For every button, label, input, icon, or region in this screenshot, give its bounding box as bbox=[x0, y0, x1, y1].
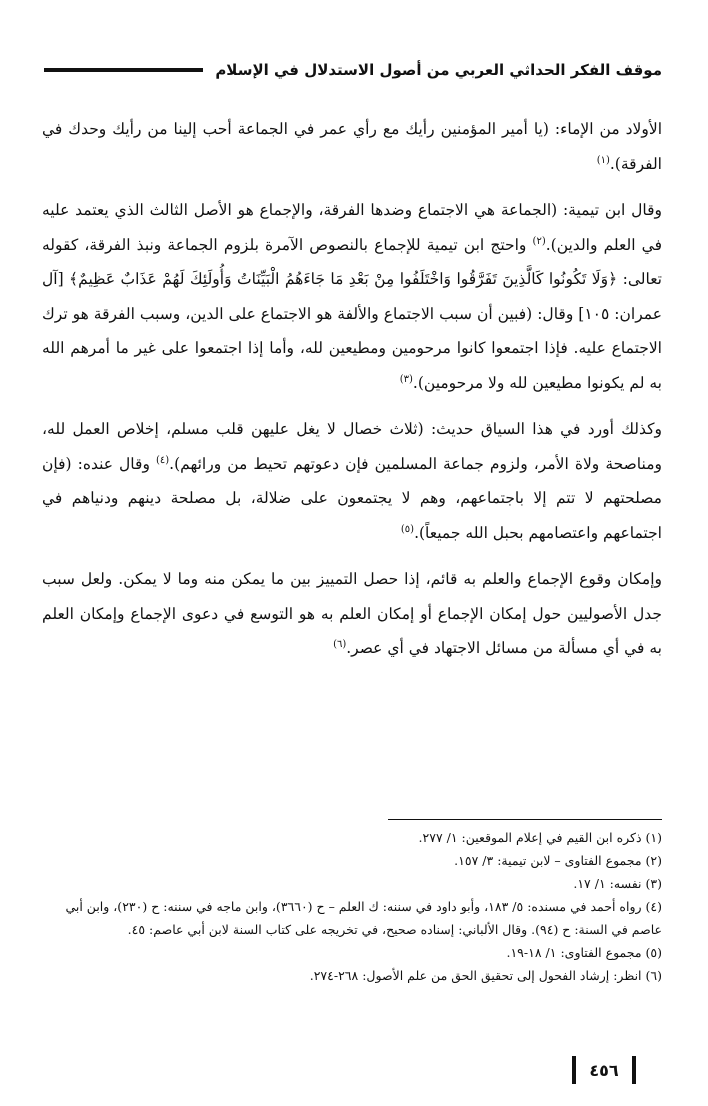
paragraph-text: وقال ابن تيمية: (الجماعة هي الاجتماع وضدها الفرقة، والإجماع هو الأصل الثالث الذي يعتمد عليه في العلم والدين). bbox=[42, 201, 663, 254]
footnote-5: (٥) مجموع الفتاوى: ١/ ١٨-١٩. bbox=[506, 945, 662, 960]
footnote-1: (١) ذكره ابن القيم في إعلام الموقعين: ١/ ٢٧٧. bbox=[418, 830, 662, 845]
header-rule bbox=[44, 68, 203, 72]
footnote-ref: (١) bbox=[596, 154, 610, 166]
footnote-4: (٤) رواه أحمد في مسنده: ٥/ ١٨٣، وأبو داود في سننه: ك العلم – ح (٣٦٦٠)، وابن ماجه في سننه: ح (٢٣٠)، وابن أبي عاصم في السنة: ح (٩٤). وقال الألباني: إسناده صحيح، في تخريجه على كتاب السنة لابن أبي عاصم: ٤٥. bbox=[65, 899, 662, 937]
paragraph-text: الأولاد من الإماء: (يا أمير المؤمنين رأيك مع رأي عمر في الجماعة أحب إلينا من رأيك وحدك في الفرقة). bbox=[42, 120, 662, 173]
footnote-ref: (٣) bbox=[399, 373, 413, 385]
paragraph-2 bbox=[42, 193, 662, 400]
footnote-separator bbox=[388, 819, 662, 820]
footnote-3: (٣) نفسه: ١/ ١٧. bbox=[573, 876, 662, 891]
footnote-ref: (٤) bbox=[155, 454, 170, 466]
paragraph-1 bbox=[42, 112, 662, 181]
paragraph-4 bbox=[42, 562, 662, 666]
page-number: ٤٥٦ bbox=[572, 1056, 636, 1084]
footnote-ref: (٦) bbox=[333, 638, 347, 650]
paragraph-text: واحتج ابن تيمية للإجماع بالنصوص الآمرة بلزوم الجماعة ونبذ الفرقة، كقوله تعالى: ﴿وَلَا تَكُونُوا كَالَّذِينَ تَفَرَّقُوا وَاخْتَلَفُوا مِنْ بَعْدِ مَا جَاءَهُمُ الْبَيِّنَاتُ وَأُولَئِكَ لَهُمْ عَذَابٌ عَظِيمٌ﴾ [آل عمران: ١٠٥] وقال: (فبين أن سبب الاجتماع والألفة هو الاجتماع على الدين، وسبب الفرقة هو ترك الاجتماع عليه. فإذا اجتمعوا كانوا مرحومين ومطيعين لله، وأما إذا اجتمعوا على غير ما أمرهم الله به لم يكونوا مطيعين لله ولا مرحومين). bbox=[42, 235, 662, 392]
running-title: موقف الفكر الحداثي العربي من أصول الاستدلال في الإسلام bbox=[215, 61, 662, 79]
footnote-2: (٢) مجموع الفتاوى – لابن تيمية: ٣/ ١٥٧. bbox=[454, 853, 662, 868]
footnote-ref: (٥) bbox=[400, 523, 415, 535]
paragraph-text: وإمكان وقوع الإجماع والعلم به قائم، إذا حصل التمييز بين ما يمكن منه وما لا يمكن. ولعل سبب جدل الأصوليين حول إمكان الإجماع أو إمكان العلم به هو التوسع في دعوى الإجماع وإمكان العلم به في أي مسألة من مسائل الاجتهاد في أي عصر. bbox=[42, 570, 662, 657]
footnotes bbox=[42, 826, 662, 987]
footnote-6: (٦) انظر: إرشاد الفحول إلى تحقيق الحق من علم الأصول: ٢٦٨-٢٧٤. bbox=[309, 968, 662, 983]
paragraph-3 bbox=[42, 412, 662, 550]
running-header bbox=[42, 56, 662, 84]
footnote-ref: (٢) bbox=[532, 235, 546, 247]
paragraph-text: وقال عنده: (فإن مصلحتهم لا تتم إلا باجتماعهم، وهم لا يجتمعون على ضلالة، بل مصلحة دينهم ودنياهم في اجتماعهم واعتصامهم بحبل الله جميعاً). bbox=[42, 454, 662, 542]
paragraph-text: وكذلك أورد في هذا السياق حديث: (ثلاث خصال لا يغل عليهن قلب مسلم، إخلاص العمل لله، ومناصحة ولاة الأمر، ولزوم جماعة المسلمين فإن دعوتهم تحيط من ورائهم). bbox=[42, 420, 662, 473]
main-text bbox=[42, 112, 662, 678]
